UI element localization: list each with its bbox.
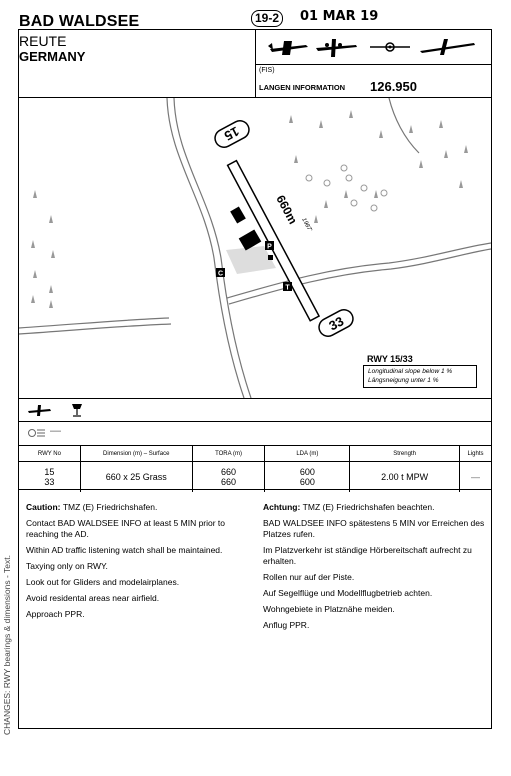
- caution-text-en: TMZ (E) Friedrichshafen.: [62, 502, 158, 512]
- col-strength: Strength: [350, 446, 460, 462]
- cell-lda: 600 600: [265, 462, 350, 493]
- col-tora: TORA (m): [192, 446, 265, 462]
- runway-length-ft: 1987': [300, 217, 313, 233]
- col-lda: LDA (m): [265, 446, 350, 462]
- airfield-name: BAD WALDSEE: [19, 13, 140, 30]
- table-bottom-border: [18, 489, 492, 490]
- rwy-15-label: [212, 118, 252, 151]
- single-engine-aircraft-icon: [268, 41, 308, 55]
- svg-text:33: 33: [326, 313, 347, 334]
- orchard-trees: [306, 165, 387, 211]
- ultralight-aircraft-icon: [370, 43, 410, 51]
- svg-text:C: C: [217, 270, 224, 278]
- chart-date: 01 MAR 19: [300, 9, 379, 24]
- forest-right: [289, 110, 468, 223]
- svg-text:T: T: [285, 284, 290, 292]
- building-hangar: [230, 206, 246, 223]
- notes-english: [26, 502, 252, 625]
- note-de-1: BAD WALDSEE INFO spätestens 5 MIN vor Erreichen des Platzes rufen.: [263, 518, 485, 539]
- caution-label-de: Achtung:: [263, 502, 301, 512]
- note-de-3: Rollen nur auf der Piste.: [263, 572, 355, 582]
- note-de-6: Anflug PPR.: [263, 620, 310, 630]
- location-name: REUTE: [19, 33, 67, 49]
- cell-lights: —: [459, 462, 491, 493]
- runway-table: [18, 446, 492, 492]
- frequency: 126.950: [370, 79, 417, 94]
- country-name: GERMANY: [19, 49, 86, 64]
- clubhouse-marker: [216, 268, 225, 278]
- aerodrome-map: [19, 98, 491, 398]
- cell-strength: 2.00 t MPW: [350, 462, 460, 493]
- parking-marker: [265, 241, 274, 251]
- caution-text-de: TMZ (E) Friedrichshafen beachten.: [302, 502, 435, 512]
- note-en-6: Approach PPR.: [26, 609, 85, 619]
- note-de-2: Im Platzverkehr ist ständige Hörbereitschaft aufrecht zu erhalten.: [263, 545, 472, 566]
- tower-marker: [283, 282, 292, 292]
- table-header-row: [19, 446, 492, 462]
- note-en-3: Taxying only on RWY.: [26, 561, 108, 571]
- note-en-2: Within AD traffic listening watch shall be maintained.: [26, 545, 223, 555]
- service-name: LANGEN INFORMATION: [259, 83, 346, 92]
- svg-text:P: P: [267, 243, 272, 251]
- note-en-1: Contact BAD WALDSEE INFO at least 5 MIN prior to reaching the AD.: [26, 518, 226, 539]
- multi-engine-aircraft-icon: [316, 39, 357, 57]
- rwy-33-label: [316, 307, 356, 340]
- cell-rwy-no: 15 33: [19, 462, 81, 493]
- rwy-title: RWY 15/33: [367, 354, 413, 364]
- runway-length: 660m: [273, 192, 301, 227]
- fis-label: (FIS): [259, 67, 275, 74]
- header-divider: [255, 64, 492, 65]
- map-bottom-border: [18, 398, 492, 399]
- facilities-icons: [26, 402, 96, 418]
- svg-text:15: 15: [221, 123, 242, 144]
- notes-german: [263, 502, 489, 636]
- note-de-5: Wohngebiete in Platznähe meiden.: [263, 604, 395, 614]
- lighting-icon: [27, 428, 47, 438]
- lighting-status: —: [50, 425, 61, 437]
- slope-de: Längsneigung unter 1 %: [368, 376, 439, 384]
- glider-icon: [420, 39, 475, 55]
- cell-tora: 660 660: [192, 462, 265, 493]
- forest-left: [31, 190, 55, 308]
- changes-note: CHANGES: RWY bearings & dimensions - Text.: [2, 555, 12, 735]
- col-lights: Lights: [459, 446, 491, 462]
- cell-dimension: 660 x 25 Grass: [80, 462, 192, 493]
- restaurant-icon: [72, 404, 82, 416]
- note-en-5: Avoid residental areas near airfield.: [26, 593, 160, 603]
- slope-note: [363, 365, 477, 388]
- slope-en: Longitudinal slope below 1 %: [368, 368, 453, 375]
- table-row: [19, 462, 492, 493]
- col-rwy-no: RWY No: [19, 446, 81, 462]
- aircraft-service-icon: [28, 405, 51, 416]
- note-de-4: Auf Segelflüge und Modellflugbetrieb achten.: [263, 588, 433, 598]
- note-en-4: Look out for Gliders and modelairplanes.: [26, 577, 180, 587]
- facilities-divider: [18, 421, 492, 422]
- aircraft-category-icons: [262, 33, 482, 61]
- chart-number: 19-2: [251, 10, 283, 27]
- building-small: [268, 255, 273, 260]
- caution-label-en: Caution:: [26, 502, 61, 512]
- col-dimension: Dimension (m) – Surface: [80, 446, 192, 462]
